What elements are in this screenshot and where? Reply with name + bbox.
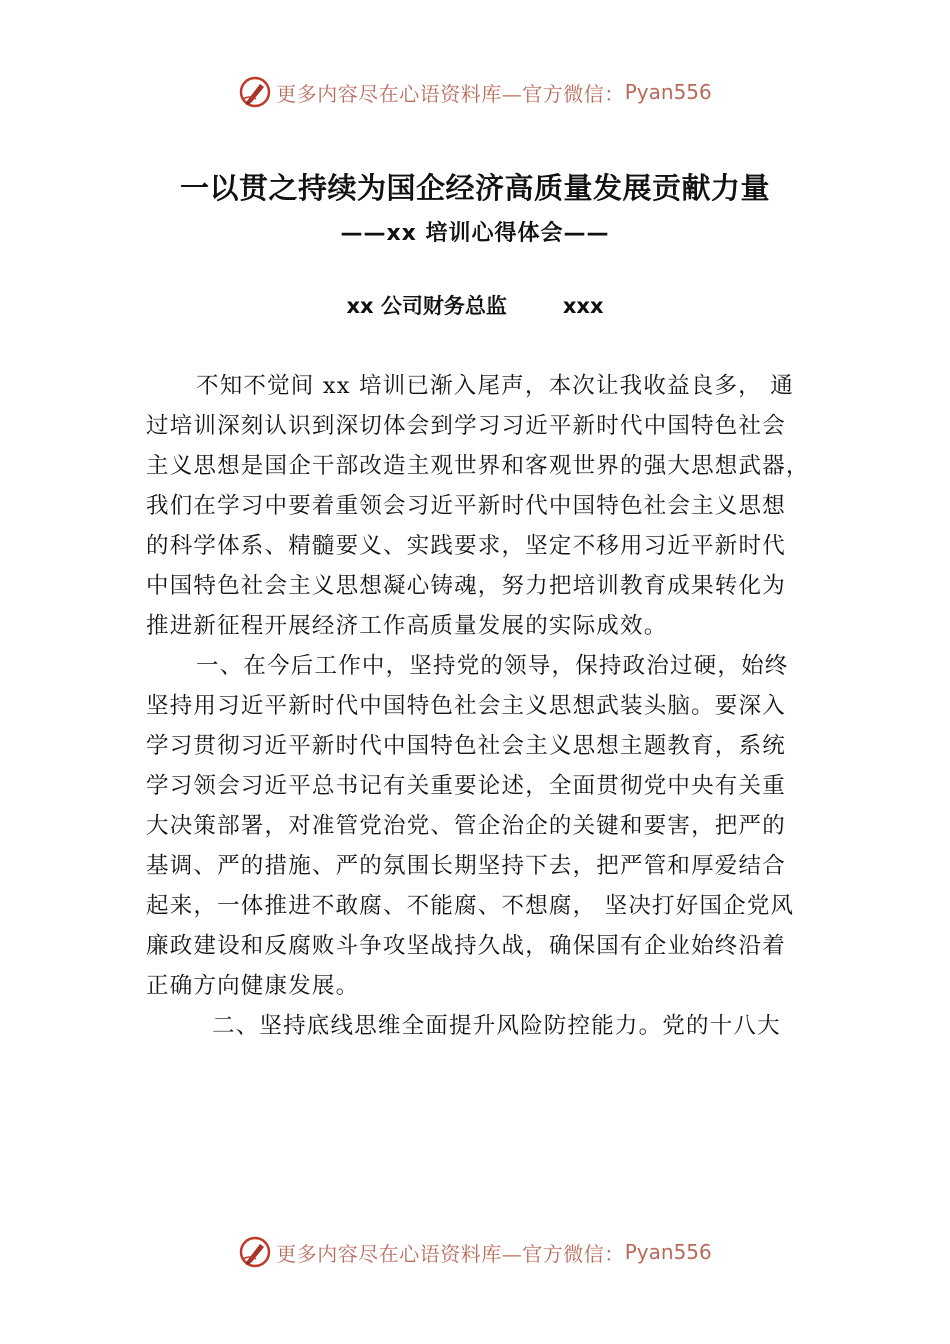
watermark-wechat-id: Pyan556 (624, 80, 712, 104)
body-line: 推进新征程开展经济工作高质量发展的实际成效。 (146, 613, 668, 639)
watermark-text: 更多内容尽在心语资料库—官方微信： (276, 81, 625, 106)
document-title: 一以贯之持续为国企经济高质量发展贡献力量 (179, 171, 770, 205)
body-line: 中国特色社会主义思想凝心铸魂，努力把培训教育成果转化为 (146, 573, 786, 599)
watermark-wechat-id: Pyan556 (624, 1240, 712, 1264)
body-line: 正确方向健康发展。 (146, 973, 360, 999)
body-line: 主义思想是国企干部改造主观世界和客观世界的强大思想武器， (146, 453, 810, 479)
pen-logo-icon (238, 1235, 272, 1269)
body-line: 一、在今后工作中，坚持党的领导，保持政治过硬，始终 (196, 653, 789, 679)
watermark-text: 更多内容尽在心语资料库—官方微信： (276, 1241, 625, 1266)
pen-logo-icon (238, 75, 272, 109)
body-line: 学习领会习近平总书记有关重要论述，全面贯彻党中央有关重 (146, 773, 786, 799)
body-line: 的科学体系、精髓要义、实践要求，坚定不移用习近平新时代 (146, 533, 786, 559)
watermark-header (0, 72, 950, 112)
body-line: 廉政建设和反腐败斗争攻坚战持久战，确保国有企业始终沿着 (146, 933, 786, 959)
body-line: 二、坚持底线思维全面提升风险防控能力。党的十八大 (212, 1013, 781, 1039)
body-line: 过培训深刻认识到深切体会到学习习近平新时代中国特色社会 (146, 413, 786, 439)
document-subtitle: ——xx 培训心得体会—— (340, 221, 610, 246)
watermark-footer (0, 1232, 950, 1272)
body-line: 我们在学习中要着重领会习近平新时代中国特色社会主义思想 (146, 493, 786, 519)
body-line: 大决策部署，对准管党治党、管企治企的关键和要害，把严的 (146, 813, 786, 839)
body-line: 学习贯彻习近平新时代中国特色社会主义思想主题教育，系统 (146, 733, 786, 759)
body-line: 起来，一体推进不敢腐、不能腐、不想腐， 坚决打好国企党风 (146, 893, 795, 919)
author-name: xxx (562, 294, 604, 318)
author-org: xx 公司财务总监 (346, 294, 507, 318)
body-line: 坚持用习近平新时代中国特色社会主义思想武装头脑。要深入 (146, 693, 786, 719)
author-line (0, 290, 950, 320)
body-line: 基调、严的措施、严的氛围长期坚持下去，把严管和厚爱结合 (146, 853, 786, 879)
body-line: 不知不觉间 xx 培训已渐入尾声，本次让我收益良多， 通 (196, 373, 794, 399)
document-body (146, 366, 826, 1046)
